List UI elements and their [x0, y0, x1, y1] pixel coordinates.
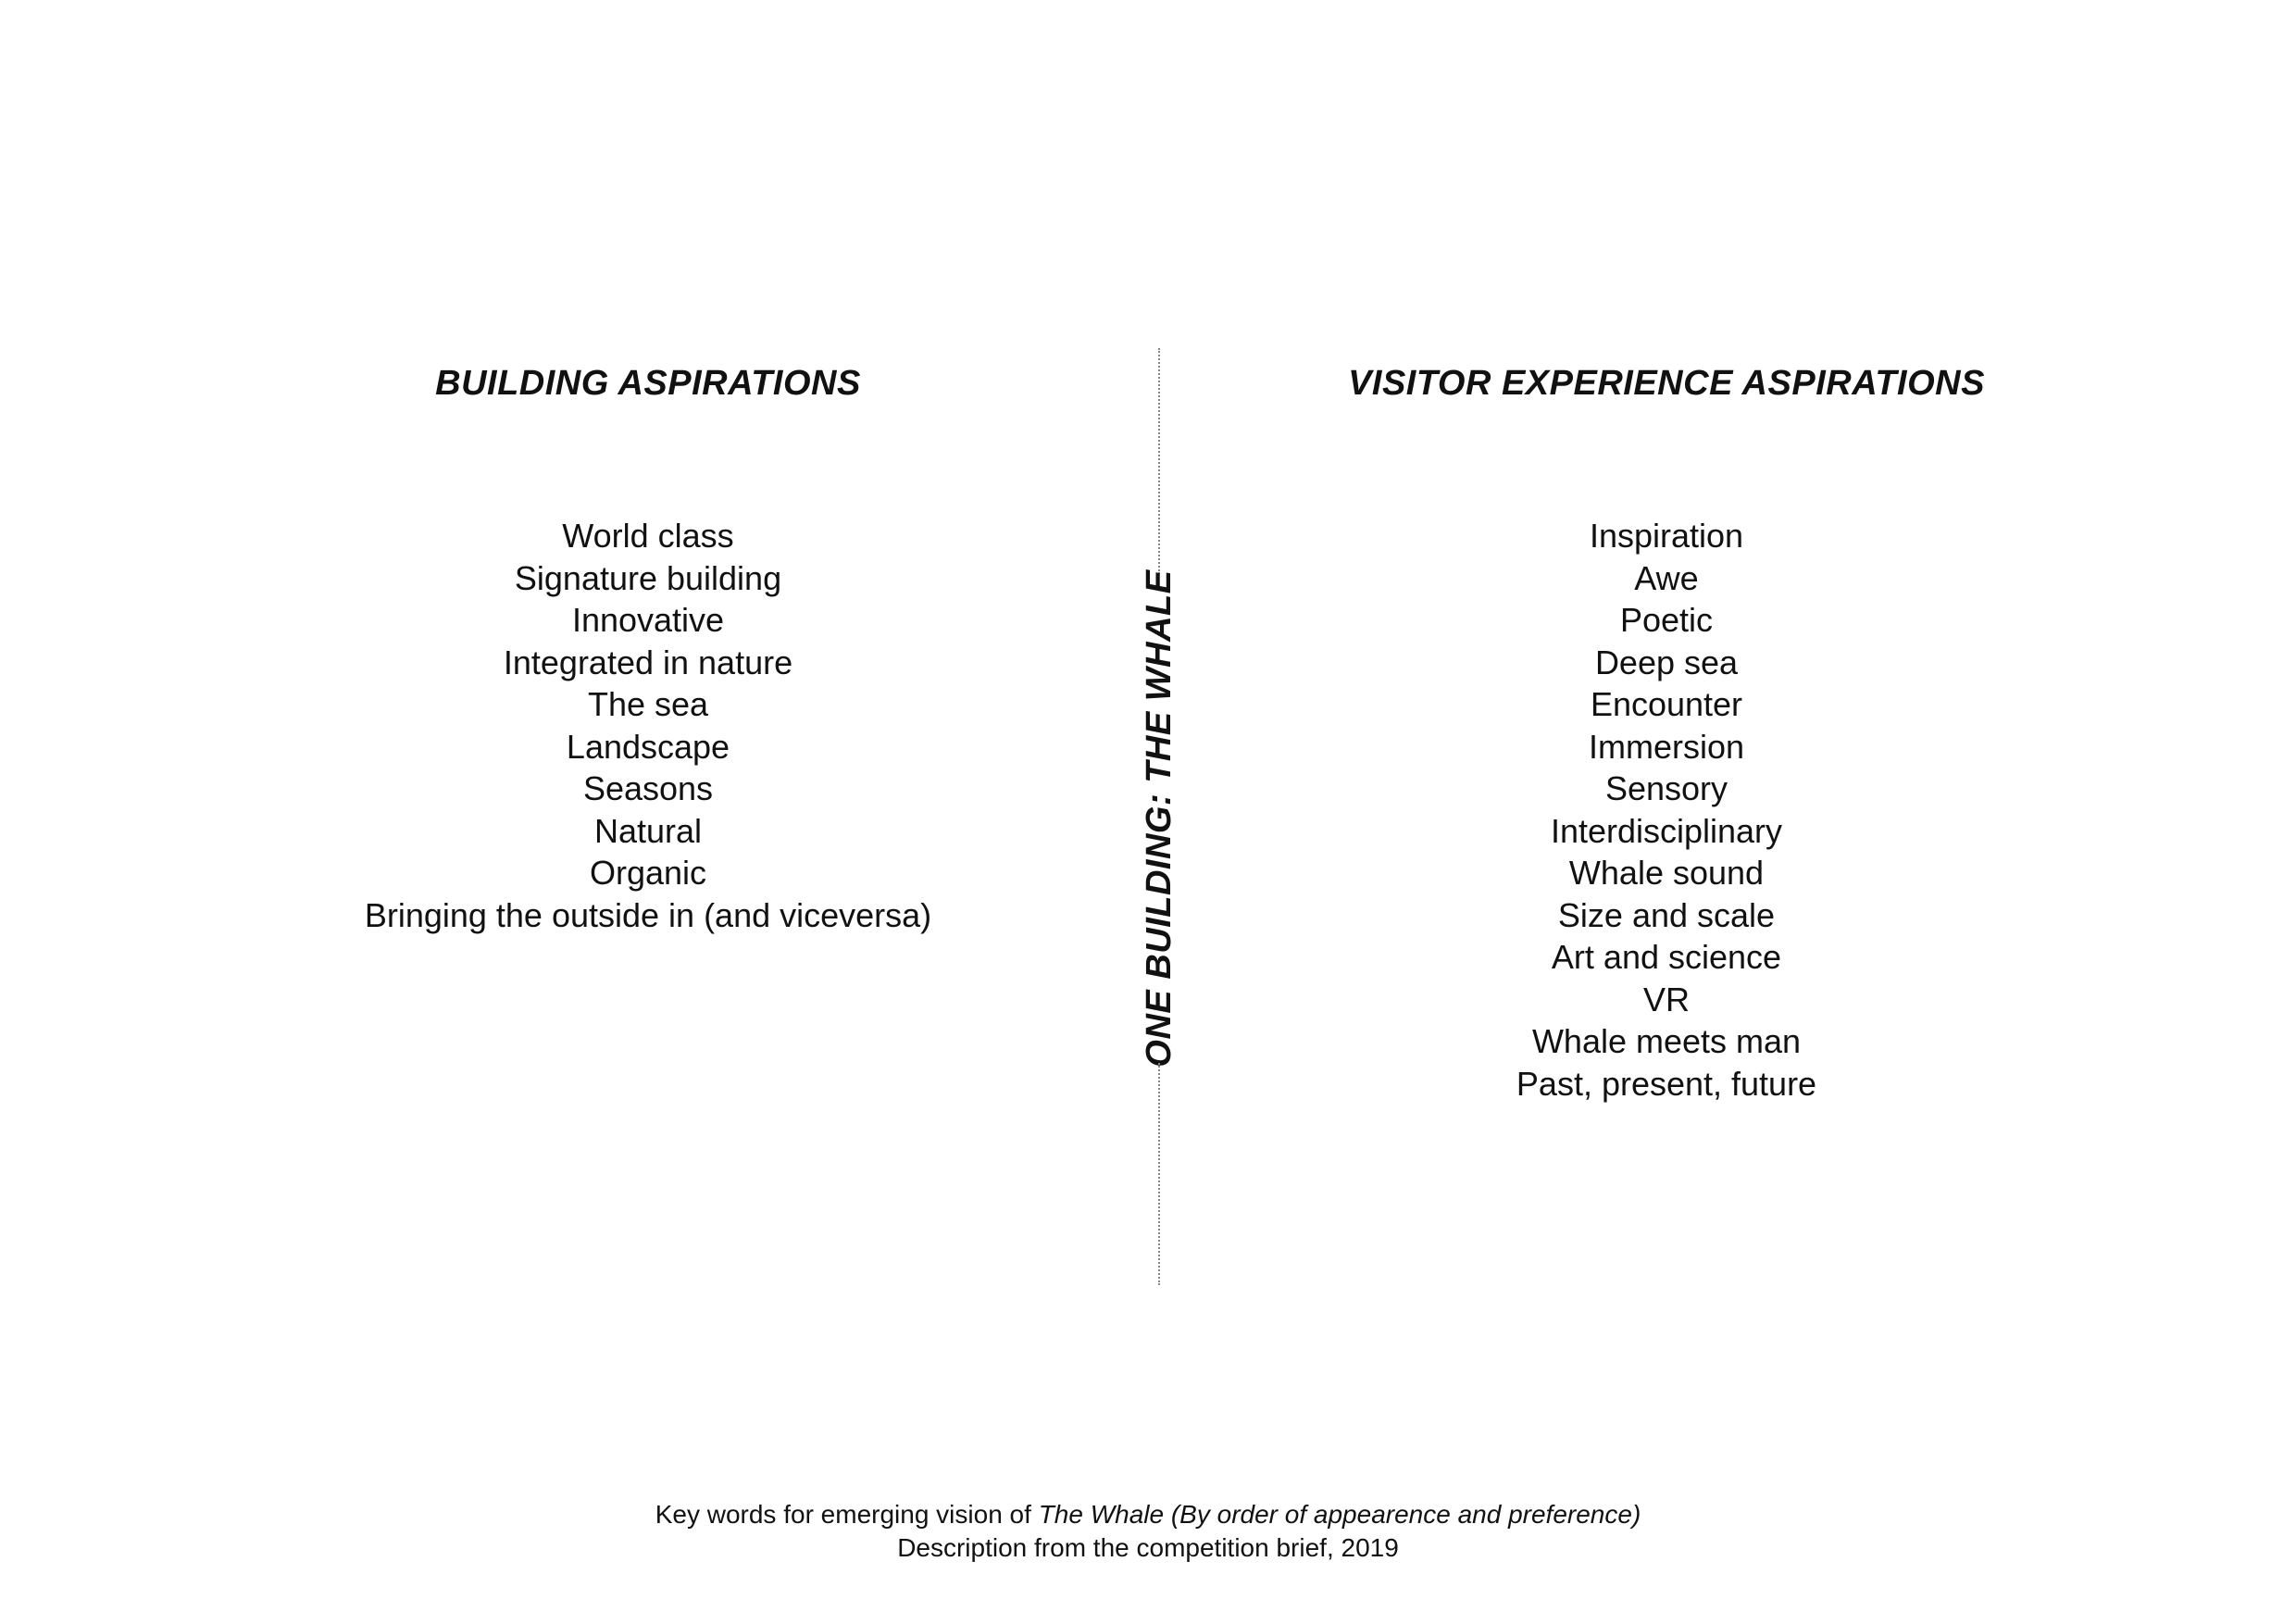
- visitor-experience-aspirations-list: [1259, 515, 2074, 1105]
- caption-prefix: Key words for emerging vision of: [655, 1500, 1039, 1529]
- list-item: Seasons: [582, 769, 714, 807]
- list-item: Awe: [1634, 558, 1699, 597]
- list-item: Interdisciplinary: [1550, 811, 1783, 850]
- divider-line-top: [1158, 348, 1160, 574]
- list-item: Immersion: [1588, 727, 1745, 766]
- list-item: Natural: [593, 811, 703, 850]
- list-item: Innovative: [571, 601, 725, 639]
- caption-line-1: [0, 1498, 2296, 1531]
- list-item: Organic: [589, 854, 707, 892]
- list-item: Deep sea: [1594, 643, 1739, 681]
- list-item: Sensory: [1604, 769, 1728, 807]
- list-item: Poetic: [1619, 601, 1714, 639]
- list-item: World class: [562, 517, 734, 555]
- list-item: Integrated in nature: [503, 643, 793, 681]
- caption-italic-title: The Whale (By order of appearence and preference): [1038, 1500, 1641, 1529]
- list-item: Encounter: [1590, 685, 1743, 723]
- divider-line-bottom: [1158, 1063, 1160, 1285]
- list-item: Whale meets man: [1531, 1022, 1802, 1060]
- list-item: Whale sound: [1568, 854, 1765, 892]
- center-vertical-title: ONE BUILDING: THE WHALE: [1140, 569, 1179, 1068]
- list-item: Past, present, future: [1516, 1064, 1817, 1103]
- list-item: The sea: [587, 685, 709, 723]
- list-item: Bringing the outside in (and viceversa): [364, 895, 932, 934]
- list-item: VR: [1642, 980, 1690, 1018]
- building-aspirations-heading: BUILDING ASPIRATIONS: [435, 364, 861, 403]
- list-item: Inspiration: [1589, 517, 1744, 555]
- list-item: Art and science: [1551, 938, 1782, 976]
- caption-line-2: Description from the competition brief, 2019: [897, 1533, 1399, 1562]
- visitor-experience-aspirations-heading: VISITOR EXPERIENCE ASPIRATIONS: [1348, 364, 1985, 403]
- list-item: Landscape: [566, 727, 730, 766]
- list-item: Size and scale: [1557, 895, 1776, 934]
- building-aspirations-list: [241, 515, 1055, 936]
- list-item: Signature building: [514, 558, 782, 597]
